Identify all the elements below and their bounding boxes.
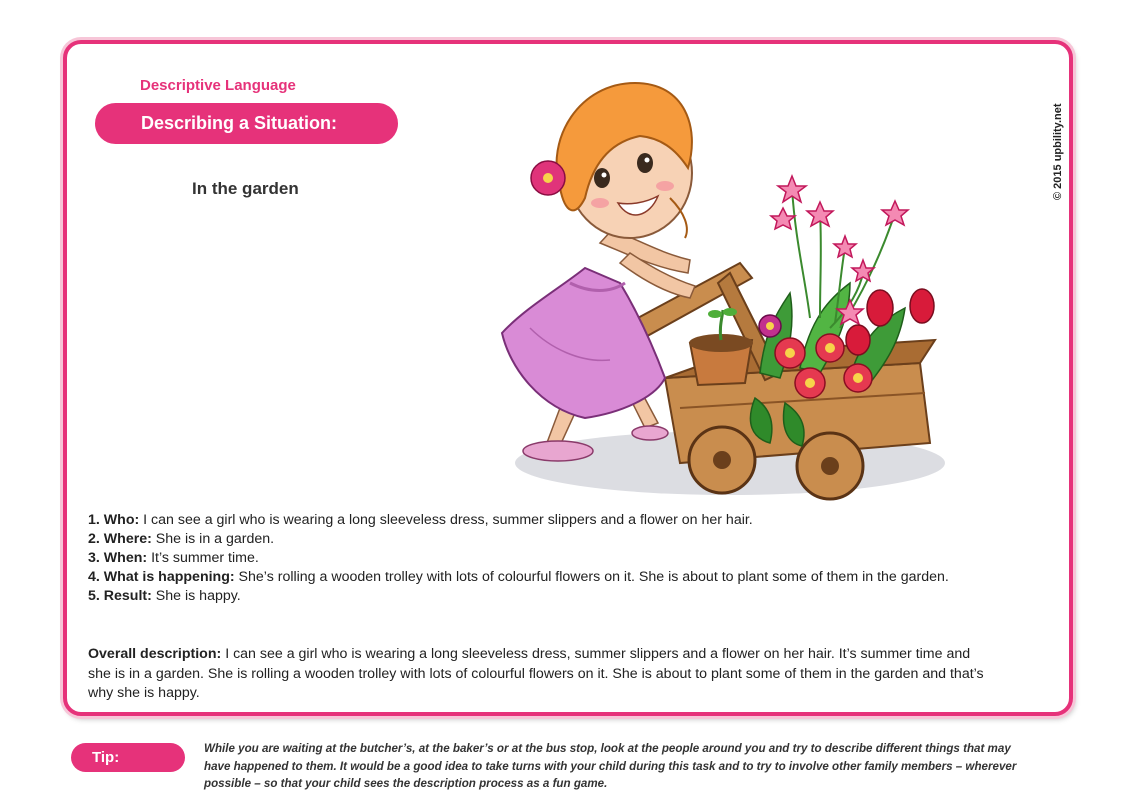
- answer-text: She is happy.: [151, 588, 241, 604]
- answers-list: [88, 511, 988, 606]
- answer-when: [88, 549, 988, 568]
- copyright-notice: © 2015 upbility.net: [1052, 103, 1064, 200]
- answer-text: It’s summer time.: [147, 550, 259, 566]
- answer-label: 2. Where:: [88, 531, 152, 547]
- answer-where: [88, 530, 988, 549]
- answer-what-is-happening: [88, 568, 988, 587]
- answer-label: 3. When:: [88, 550, 148, 566]
- girl-pushing-flower-trolley-icon: [490, 78, 960, 510]
- title-banner: Describing a Situation:: [95, 103, 398, 144]
- answer-text: She’s rolling a wooden trolley with lots of colourful flowers on it. She is about to plant some of them in the garden.: [234, 569, 949, 585]
- answer-text: I can see a girl who is wearing a long sleeveless dress, summer slippers and a flower on her hair.: [139, 512, 753, 528]
- answer-label: 4. What is happening:: [88, 569, 235, 585]
- answer-label: 5. Result:: [88, 588, 152, 604]
- overall-description: [88, 645, 988, 704]
- girl-icon: [502, 83, 695, 461]
- answer-who: [88, 511, 988, 530]
- overall-text: I can see a girl who is wearing a long sleeveless dress, summer slippers and a flower on her hair. It’s summer time and she is in a garden. She is rolling a wooden trolley with lots of colourful flowers on it. She is about to plant some of them in the garden and that’s why she is happy.: [88, 646, 984, 701]
- answer-result: [88, 587, 988, 606]
- answer-label: 1. Who:: [88, 512, 140, 528]
- scene-title: In the garden: [192, 179, 299, 198]
- category-label: Descriptive Language: [140, 77, 296, 94]
- tip-text: While you are waiting at the butcher’s, at the baker’s or at the bus stop, look at the people around you and try to describe different things that may have happened to them. It would be a good idea to take turns with your child during this task and to try to involve other family members – wherever possible – so that your child sees the description process as a fun game.: [204, 742, 1017, 790]
- answer-text: She is in a garden.: [151, 531, 275, 547]
- overall-label: Overall description:: [88, 646, 222, 662]
- tip-badge: Tip:: [71, 743, 185, 772]
